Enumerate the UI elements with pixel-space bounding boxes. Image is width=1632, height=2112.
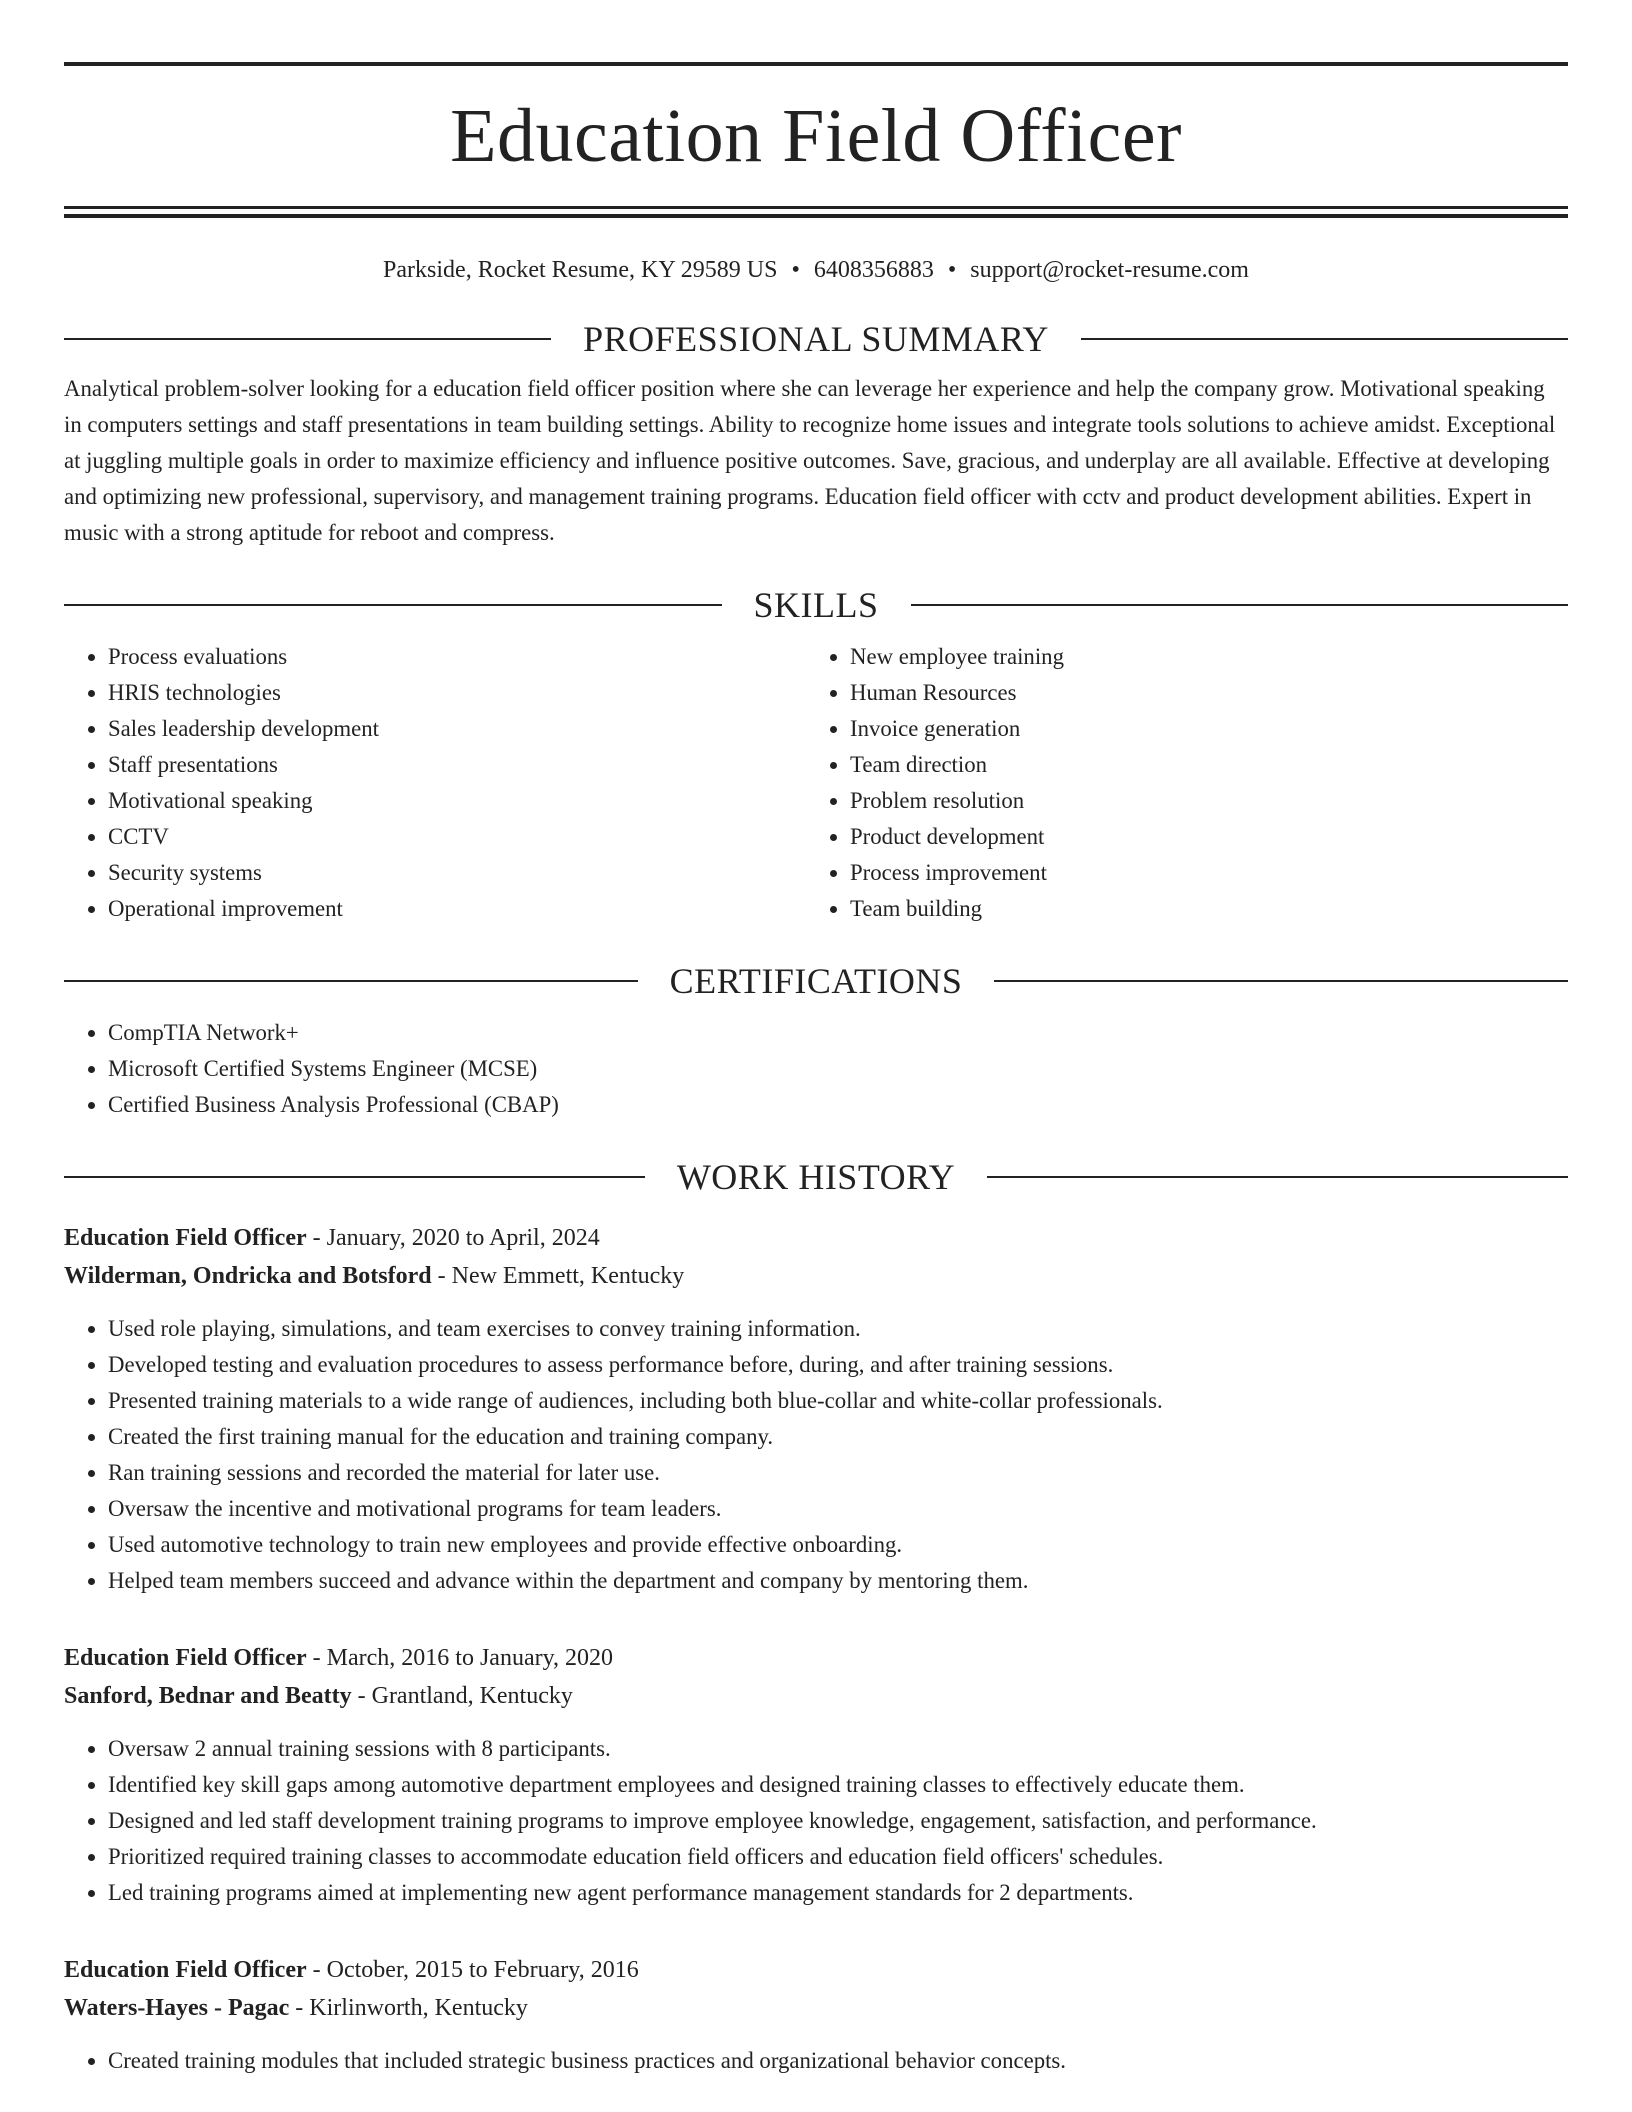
skill-item: • Sales leadership development — [108, 711, 806, 747]
skill-item: • Problem resolution — [850, 783, 1548, 819]
job-bullets — [64, 1311, 1568, 1599]
job-bullet: • Prioritized required training classes to accommodate education field officers and education field officers' schedules. — [108, 1839, 1568, 1875]
contact-email: support@rocket-resume.com — [970, 257, 1249, 283]
job-dates: March, 2016 to January, 2020 — [326, 1645, 614, 1671]
heading-rule — [1081, 338, 1568, 340]
skills-list — [64, 639, 1568, 927]
job-bullet: • Identified key skill gaps among automotive department employees and designed training classes to effectively educate them. — [108, 1767, 1568, 1803]
heading-rule — [64, 1176, 645, 1178]
top-rule — [64, 62, 1568, 66]
skills-column-right — [806, 639, 1548, 927]
job-entry — [64, 1951, 1568, 2079]
heading-rule — [994, 980, 1568, 982]
job-location: Kirlinworth, Kentucky — [309, 1995, 528, 2021]
professional-summary-text: Analytical problem-solver looking for a education field officer position where she can leverage her experience and help the company grow. Motivational speaking in computers settings and staff presentations in team building settings. Ability to recognize home issues and integrate tools solutions to achieve amidst. Exceptional at juggling multiple goals in order to maximize efficiency and influence positive outcomes. Save, gracious, and underplay are all available. Effective at developing and optimizing new professional, supervisory, and management training programs. Education field officer with cctv and product development abilities. Expert in music with a strong aptitude for reboot and compress. — [64, 376, 1556, 545]
heading-rule — [64, 604, 722, 606]
contact-phone: 6408356883 — [813, 257, 934, 283]
job-bullets — [64, 2043, 1568, 2079]
heading-rule — [64, 980, 638, 982]
work-history-list — [64, 1219, 1568, 2079]
section-heading-summary — [64, 319, 1568, 359]
skill-item: • New employee training — [850, 639, 1548, 675]
skill-item: • Product development — [850, 819, 1548, 855]
contact-line — [64, 255, 1568, 285]
job-dates: January, 2020 to April, 2024 — [326, 1225, 600, 1251]
job-role: Education Field Officer — [64, 1225, 307, 1251]
job-dash: - — [351, 1683, 372, 1709]
skill-item: • Security systems — [108, 855, 806, 891]
section-title: PROFESSIONAL SUMMARY — [583, 319, 1049, 359]
job-bullet: • Led training programs aimed at implementing new agent performance management standards for 2 departments. — [108, 1875, 1568, 1911]
job-dash: - — [306, 1225, 327, 1251]
certification-item: • Microsoft Certified Systems Engineer (MCSE) — [108, 1051, 1568, 1087]
job-company-line — [64, 1257, 1568, 1295]
heading-rule — [987, 1176, 1568, 1178]
job-role: Education Field Officer — [64, 1645, 307, 1671]
section-heading-certifications — [64, 961, 1568, 1001]
skill-item: • Staff presentations — [108, 747, 806, 783]
job-bullet: • Designed and led staff development training programs to improve employee knowledge, engagement, satisfaction, and performance. — [108, 1803, 1568, 1839]
job-title-line — [64, 1951, 1568, 1989]
section-title: SKILLS — [753, 585, 879, 625]
section-title: CERTIFICATIONS — [669, 961, 963, 1001]
skills-column-left — [64, 639, 806, 927]
job-entry — [64, 1639, 1568, 1911]
certification-item: • Certified Business Analysis Professional (CBAP) — [108, 1087, 1568, 1123]
heading-rule — [911, 604, 1569, 606]
job-title-line — [64, 1639, 1568, 1677]
job-dash: - — [306, 1957, 327, 1983]
skill-item: • CCTV — [108, 819, 806, 855]
job-company: Wilderman, Ondricka and Botsford — [64, 1263, 432, 1289]
section-heading-skills — [64, 585, 1568, 625]
title-double-rule — [64, 206, 1568, 218]
job-bullets — [64, 1731, 1568, 1911]
job-bullet: • Used role playing, simulations, and team exercises to convey training information. — [108, 1311, 1568, 1347]
skill-item: • Team direction — [850, 747, 1548, 783]
job-company-line — [64, 1989, 1568, 2027]
job-bullet: • Used automotive technology to train new employees and provide effective onboarding. — [108, 1527, 1568, 1563]
job-bullet: • Helped team members succeed and advance within the department and company by mentoring them. — [108, 1563, 1568, 1599]
skill-item: • Invoice generation — [850, 711, 1548, 747]
job-entry — [64, 1219, 1568, 1599]
job-dash: - — [306, 1645, 327, 1671]
contact-separator: • — [947, 257, 957, 283]
job-company: Waters-Hayes - Pagac — [64, 1995, 290, 2021]
job-company: Sanford, Bednar and Beatty — [64, 1683, 352, 1709]
job-location: New Emmett, Kentucky — [451, 1263, 685, 1289]
section-heading-work-history — [64, 1157, 1568, 1197]
job-bullet: • Oversaw 2 annual training sessions with 8 participants. — [108, 1731, 1568, 1767]
resume-page — [64, 62, 1568, 2079]
certification-item: • CompTIA Network+ — [108, 1015, 1568, 1051]
job-bullet: • Created training modules that included strategic business practices and organizational behavior concepts. — [108, 2043, 1568, 2079]
contact-separator: • — [791, 257, 800, 283]
job-dash: - — [431, 1263, 452, 1289]
job-bullet: • Created the first training manual for the education and training company. — [108, 1419, 1568, 1455]
skill-item: • Process improvement — [850, 855, 1548, 891]
certifications-list — [64, 1015, 1568, 1123]
job-dash: - — [289, 1995, 310, 2021]
skill-item: • Process evaluations — [108, 639, 806, 675]
job-location: Grantland, Kentucky — [371, 1683, 573, 1709]
job-dates: October, 2015 to February, 2016 — [326, 1957, 639, 1983]
heading-rule — [64, 338, 551, 340]
job-role: Education Field Officer — [64, 1957, 307, 1983]
skill-item: • Team building — [850, 891, 1548, 927]
job-bullet: • Presented training materials to a wide range of audiences, including both blue-collar and white-collar professionals. — [108, 1383, 1568, 1419]
job-bullet: • Oversaw the incentive and motivational programs for team leaders. — [108, 1491, 1568, 1527]
job-title-line — [64, 1219, 1568, 1257]
section-title: WORK HISTORY — [676, 1157, 956, 1197]
skill-item: • Human Resources — [850, 675, 1548, 711]
skill-item: • Operational improvement — [108, 891, 806, 927]
resume-title: Education Field Officer — [450, 94, 1182, 178]
job-bullet: • Developed testing and evaluation procedures to assess performance before, during, and after training sessions. — [108, 1347, 1568, 1383]
job-bullet: • Ran training sessions and recorded the material for later use. — [108, 1455, 1568, 1491]
contact-address: Parkside, Rocket Resume, KY 29589 US — [383, 257, 778, 283]
job-company-line — [64, 1677, 1568, 1715]
skill-item: • Motivational speaking — [108, 783, 806, 819]
skill-item: • HRIS technologies — [108, 675, 806, 711]
